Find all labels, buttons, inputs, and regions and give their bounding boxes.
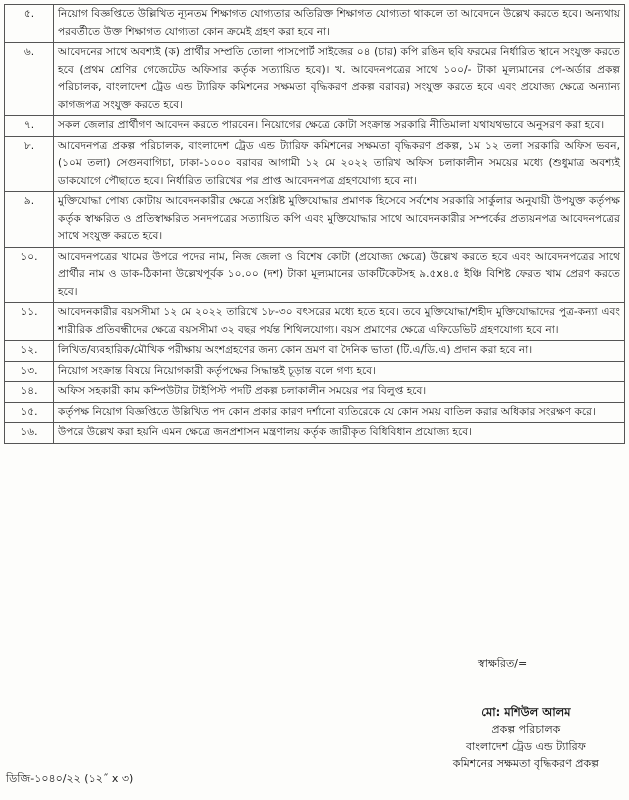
clause-text: নিয়োগ সংক্রান্ত বিষয়ে নিয়োগকারী কর্তৃপক্ষের সিদ্ধান্তই চূড়ান্ত বলে গণ্য হবে।	[54, 361, 625, 382]
reference-code: ডিজি-১০৪০/২২ (১২˝ x ৩)	[6, 772, 134, 785]
clause-text: অফিস সহকারী কাম কম্পিউটার টাইপিস্ট পদটি প্রকল্প চলাকালীন সময়ের পর বিলুপ্ত হবে।	[54, 382, 625, 403]
clause-row	[5, 361, 625, 382]
clauses-body	[5, 5, 625, 444]
clause-text: নিয়োগ বিজ্ঞপ্তিতে উল্লিখিত ন্যূনতম শিক্ষাগত যোগ্যতার অতিরিক্ত শিক্ষাগত যোগ্যতা থাকলে তা আবেদনে উল্লেখ করতে হবে। অন্যথায় পরবর্তীতে উক্ত শিক্ষাগত যোগ্যতা কোন ক্রমেই গ্রহণ করা হবে না।	[54, 5, 625, 43]
clause-text: কর্তৃপক্ষ নিয়োগ বিজ্ঞপ্তিতে উল্লিখিত পদ কোন প্রকার কারণ দর্শানো ব্যতিরেকে যে কোন সময় বাতিল করার অধিকার সংরক্ষণ করে।	[54, 402, 625, 423]
clause-number: ৯.	[5, 192, 54, 248]
clause-number: ১৩.	[5, 361, 54, 382]
signer-name: মো: মশিউল আলম	[481, 705, 571, 719]
clause-text: আবেদনের সাথে অবশ্যই (ক) প্রার্থীর সম্প্রতি তোলা পাসপোর্ট সাইজের ০৪ (চার) কপি রঙিন ছবি ফরমের নির্ধারিত স্থানে সংযুক্ত করতে হবে (প্রথম শ্রেণির গেজেটেড অফিসার কর্তৃক সত্যায়িত হবে)। খ. আবেদনপত্রের সাথে ১০০/- টাকা মূল্যমানের পে-অর্ডার প্রকল্প পরিচালক, বাংলাদেশ ট্রেড এন্ড ট্যারিফ কমিশনের সক্ষমতা বৃদ্ধিকরণ প্রকল্প বরাবর) সংযুক্ত করতে হবে এবং প্রযোজ্য ক্ষেত্রে অন্যান্য কাগজপত্র সংযুক্ত করতে হবে।	[54, 43, 625, 116]
signer-org-line1: বাংলাদেশ ট্রেড এন্ড ট্যারিফ	[466, 740, 586, 753]
clause-row	[5, 382, 625, 403]
clause-row	[5, 43, 625, 116]
clause-number: ১৪.	[5, 382, 54, 403]
clause-number: ১০.	[5, 247, 54, 303]
clause-number: ৮.	[5, 136, 54, 192]
clause-text: আবেদনকারীর বয়সসীমা ১২ মে ২০২২ তারিখে ১৮-৩০ বৎসরের মধ্যে হতে হবে। তবে মুক্তিযোদ্ধা/শহীদ মুক্তিযোদ্ধাদের পুত্র-কন্যা এবং শারীরিক প্রতিবন্ধীদের ক্ষেত্রে বয়সসীমা ৩২ বছর পর্যন্ত শিথিলযোগ্য। বয়স প্রমাণের ক্ষেত্রে এফিডেভিট গ্রহণযোগ্য হবে না।	[54, 303, 625, 341]
clause-number: ১৬.	[5, 423, 54, 444]
clause-text: আবেদনপত্রের খামের উপরে পদের নাম, নিজ জেলা ও বিশেষ কোটা (প্রযোজ্য ক্ষেত্রে) উল্লেখ করতে হবে এবং আবেদনপত্রের সাথে প্রার্থীর নাম ও ডাক-ঠিকানা উল্লেখপূর্বক ১০.০০ (দশ) টাকা মূল্যমানের ডাকটিকেটসহ ৯.৫x৪.৫ ইঞ্চি বিশিষ্ট ফেরত খাম প্রেরণ করতে হবে।	[54, 247, 625, 303]
clause-row	[5, 136, 625, 192]
clauses-table	[4, 4, 625, 444]
clause-text: উপরে উল্লেখ করা হয়নি এমন ক্ষেত্রে জনপ্রশাসন মন্ত্রণালয় কর্তৃক জারীকৃত বিধিবিধান প্রযোজ্য হবে।	[54, 423, 625, 444]
clause-row	[5, 303, 625, 341]
signer-designation: প্রকল্প পরিচালক	[491, 723, 561, 736]
clause-number: ১৫.	[5, 402, 54, 423]
clause-row	[5, 341, 625, 362]
clause-row	[5, 5, 625, 43]
signer-block	[453, 704, 599, 772]
signer-org-line2: কমিশনের সক্ষমতা বৃদ্ধিকরণ প্রকল্প	[452, 757, 599, 770]
clause-text: আবেদনপত্র প্রকল্প পরিচালক, বাংলাদেশ ট্রেড এন্ড ট্যারিফ কমিশনের সক্ষমতা বৃদ্ধিকরণ প্রকল্প, ১ম ১২ তলা সরকারি অফিস ভবন, (১০ম তলা) সেগুনবাগিচা, ঢাকা-১০০০ বরাবর আগামী ১২ মে ২০২২ তারিখ অফিস চলাকালীন সময়ের মধ্যে (শুধুমাত্র অবশ্যই ডাকযোগে পৌছাতে হবে। নির্ধারিত তারিখের পর প্রাপ্ত আবেদনপত্র গ্রহণযোগ্য হবে না।	[54, 136, 625, 192]
clause-text: সকল জেলার প্রার্থীগণ আবেদন করতে পারবেন। নিয়োগের ক্ষেত্রে কোটা সংক্রান্ত সরকারি নীতিমালা যথাযথভাবে অনুসরণ করা হবে।	[54, 116, 625, 137]
clause-text: লিখিত/ব্যবহারিক/মৌখিক পরীক্ষায় অংশগ্রহণের জন্য কোন ভ্রমণ বা দৈনিক ভাতা (টি.এ/ডি.এ) প্রদান করা হবে না।	[54, 341, 625, 362]
clause-row	[5, 192, 625, 248]
clause-row	[5, 116, 625, 137]
clause-number: ৫.	[5, 5, 54, 43]
clause-row	[5, 423, 625, 444]
clause-number: ১১.	[5, 303, 54, 341]
clause-text: মুক্তিযোদ্ধা পোষ্য কোটায় আবেদনকারীর ক্ষেত্রে সংশ্লিষ্ট মুক্তিযোদ্ধার প্রমাণক হিসেবে সর্বশেষ সরকারি সার্কুলার অনুযায়ী উপযুক্ত কর্তৃপক্ষ কর্তৃক স্বাক্ষরিত ও প্রতিস্বাক্ষরিত সনদপত্রের সত্যায়িত কপি এবং মুক্তিযোদ্ধার সাথে আবেদনকারীর সম্পর্কের প্রত্যয়নপত্র আবেদনপত্রের সাথে সংযুক্ত করতে হবে।	[54, 192, 625, 248]
clause-row	[5, 247, 625, 303]
clause-number: ৬.	[5, 43, 54, 116]
clause-number: ৭.	[5, 116, 54, 137]
signed-mark: স্বাক্ষরিত/=	[478, 657, 528, 670]
clause-row	[5, 402, 625, 423]
clause-number: ১২.	[5, 341, 54, 362]
